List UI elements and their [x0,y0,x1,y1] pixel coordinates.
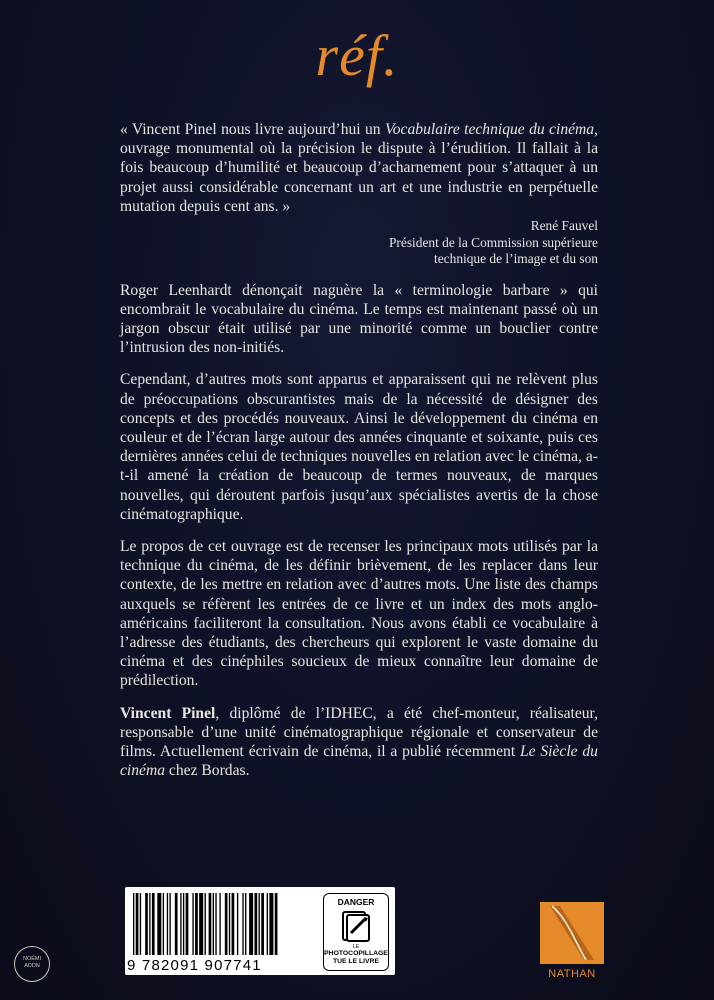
barcode-bar [215,893,216,955]
author-name: Vincent Pinel [120,704,216,722]
barcode-bar [199,893,203,955]
barcode-bar [145,893,148,955]
barcode-bar [259,893,260,955]
quote-book-title: Vocabulaire technique du cinéma [384,121,595,138]
author-bio-text-2: chez Bordas. [165,762,250,780]
barcode-bar [237,893,238,955]
quote-rest: , ouvrage monumental où la précision le dispute à l’érudition. Il fallait à la fois beaucoup d’humilité et beaucoup d’acharnement pour s’attaquer à un projet aussi considérable concernant un art et une industrie en perpétuelle mutation depuis cent ans. » [120,121,598,215]
barcode-bar [205,893,206,955]
barcode-bar [140,893,141,955]
author-bio [120,704,598,781]
barcode-bar [269,893,273,955]
seal-text: NOÉMI ADDN [22,956,42,969]
attribution-role-2: technique de l’image et du son [434,251,598,267]
barcode-bar [275,893,278,955]
barcode-bar [186,893,189,955]
quote-open: « Vincent Pinel nous livre aujourd’hui un [120,121,385,138]
paragraph-3: Le propos de cet ouvrage est de recenser les principaux mots utilisés par la technique du cinéma, de les définir brièvement, de les replacer dans leur contexte, de les mettre en relation avec d’autres mots. Une liste des champs auxquels se réfèrent les entrées de ce livre et un index des mots anglo-américains faciliteront la consultation. Nous avons établi ce vocabulaire à l’adresse des étudiants, des chercheurs qui explorent le vaste domaine du cinéma et des cinéphiles soucieux de mieux connaître leur domaine de prédilection. [120,537,598,690]
barcode-panel [125,887,395,975]
paragraph-2: Cependant, d’autres mots sont apparus et apparaissent qui ne relèvent plus de préoccupations obscurantistes mais de la nécessité de désigner des concepts et des procédés nouveaux. Ainsi le développement du cinéma en couleur et de l’écran large autour des années cinquante et soixante, puis ces dernières années celui de techniques nouvelles en relation avec le cinéma, a-t-il amené la création de beaucoup de termes nouveaux, de marques nouvelles, qui déroutent parfois jusqu’aux spécialistes avertis de la chose cinématographique. [120,371,598,523]
author-book-title: Le Siècle du cinéma [120,742,598,780]
barcode-bar [255,893,258,955]
nathan-logo-icon [538,900,606,966]
barcode-image [129,893,317,957]
isbn-digits: 9 782091 907741 [127,957,262,974]
barcode-bar [245,893,246,955]
quote-text [120,120,598,216]
barcode-bar [267,893,268,955]
danger-subtitle-2: TUE LE LIVRE [332,957,380,965]
barcode-bar [232,893,235,955]
barcode-bar [163,893,164,955]
barcode-bar [183,893,184,955]
danger-small-text: LE [352,944,360,950]
attribution-role-1: Président de la Commission supérieure [388,234,598,250]
barcode-bar [149,893,150,955]
danger-photocopy-logo [323,893,389,971]
barcode-bar [152,893,155,955]
book-icon [339,909,373,943]
paragraph-1: Roger Leenhardt dénonçait naguère la « terminologie barbare » qui encombrait le vocabulaire du cinéma. Le temps est maintenant passé où un jargon obscur était utilisé par une minorité comme un bouclier contre l’intrusion des non-initiés. [120,281,598,357]
quote-block [120,120,598,216]
barcode-bar [167,893,168,955]
publisher-name: NATHAN [548,968,596,980]
barcode-bar [209,893,212,955]
barcode-bar [225,893,228,955]
quote-attribution [120,218,598,268]
barcode-bar [175,893,178,955]
attribution-name: René Fauvel [530,218,598,234]
barcode-bar [219,893,220,955]
danger-subtitle-1: PHOTOCOPILLAGE [324,950,388,957]
barcode-bar [136,893,139,955]
barcode-bar [249,893,253,955]
barcode-bar [180,893,181,955]
barcode-bar [213,893,214,955]
barcode-bar [133,893,134,955]
author-bio-text-1: , diplômé de l’IDHEC, a été chef-monteur, réalisateur, responsable d’une unité cinématographique régionale et conservateur de films. Actuellement écrivain de cinéma, il a publié récemment [120,704,599,760]
seal-stamp [14,946,50,982]
collection-title: réf. [315,23,399,88]
barcode-bar [192,893,193,955]
barcode-bar [261,893,264,955]
barcode-bar [242,893,243,955]
publisher-logo [538,900,606,982]
barcode-bar [229,893,230,955]
danger-title: DANGER [337,897,375,907]
barcode-bar [157,893,161,955]
back-cover-text [120,120,598,793]
barcode-bar [169,893,170,955]
barcode-bar [195,893,198,955]
